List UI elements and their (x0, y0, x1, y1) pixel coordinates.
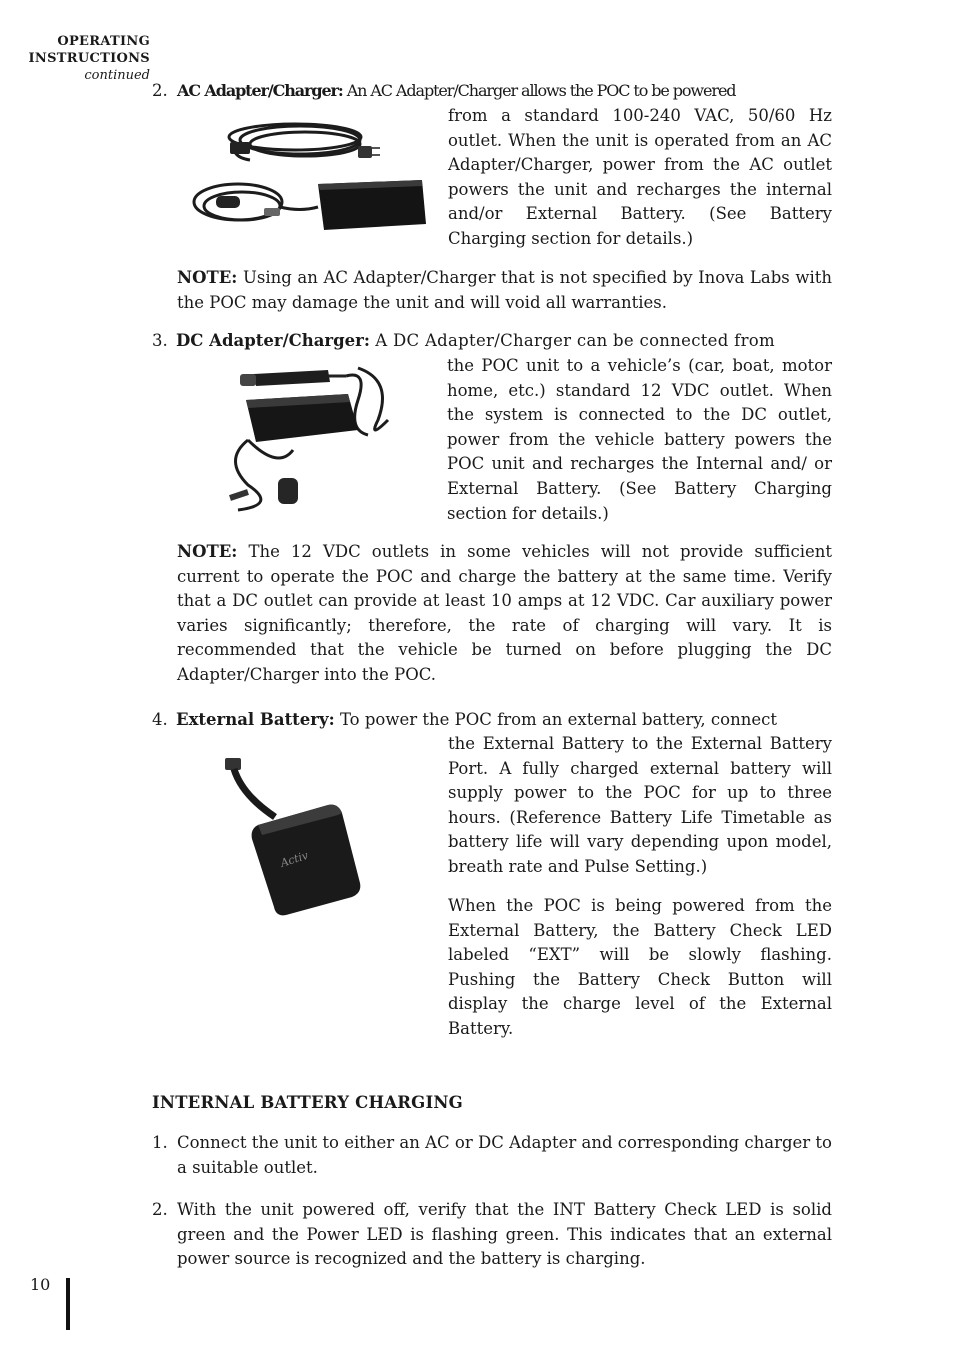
ac-note (177, 266, 832, 315)
running-header (10, 33, 150, 84)
external-battery-photo (220, 755, 370, 920)
ext-first-line-text: To power the POC from an external battery, connect (339, 710, 777, 729)
header-continued: continued (84, 68, 150, 83)
ext-title: External Battery: (176, 710, 335, 729)
dc-note-text: The 12 VDC outlets in some vehicles will not provide sufficient current to operate the POC and charge the battery at the same time. Verify that a DC outlet can provide at least 10 amps at 12 VDC. Car auxiliary power varies significantly; therefore, the rate of charging will vary. It is recommended that the vehicle be turned on before plugging the DC Adapter/Charger into the POC. (177, 542, 832, 684)
dc-note (177, 540, 832, 688)
step-number-2: 2. (152, 1200, 168, 1219)
ac-first-line-text: An AC Adapter/Charger allows the POC to be powered (346, 81, 736, 100)
ext-body: the External Battery to the External Battery Port. A fully charged external battery will supply power to the POC for up to three hours. (Reference Battery Life Timetable as battery life will vary depending upon model, breath rate and Pulse Setting.) (448, 734, 832, 876)
dc-title: DC Adapter/Charger: (176, 331, 370, 350)
battery-logo-mark: Activ (278, 848, 310, 870)
dc-first-line (176, 329, 775, 354)
ac-title: AC Adapter/Charger: (177, 81, 343, 100)
section-title: INTERNAL BATTERY CHARGING (152, 1093, 463, 1112)
page-rule (66, 1278, 70, 1330)
page-number: 10 (30, 1275, 51, 1294)
ac-body: from a standard 100-240 VAC, 50/60 Hz outlet. When the unit is operated from an AC Adapter/Charger, power from the AC outlet powers the unit and recharges the internal and/or External Battery. (See Battery Charging section for details.) (448, 106, 832, 248)
item-number-dc: 3. (152, 331, 168, 350)
ac-note-label: NOTE: (177, 268, 238, 287)
ac-note-text: Using an AC Adapter/Charger that is not specified by Inova Labs with the POC may damage the unit and will void all warranties. (177, 268, 832, 312)
header-line-2: INSTRUCTIONS (28, 51, 150, 66)
dc-body: the POC unit to a vehicle’s (car, boat, motor home, etc.) standard 12 VDC outlet. When the system is connected to the DC outlet, power from the vehicle battery powers the POC unit and recharges the Internal and/ or External Battery. (See Battery Charging section for details.) (447, 356, 832, 523)
item-number-ac: 2. (152, 81, 168, 100)
step-number-1: 1. (152, 1133, 168, 1152)
item-number-ext: 4. (152, 710, 168, 729)
header-line-1: OPERATING (57, 34, 150, 49)
ac-adapter-charger-photo (190, 112, 430, 237)
ac-first-line (177, 79, 735, 104)
ext-body-2: When the POC is being powered from the External Battery, the Battery Check LED labeled “EXT” will be slowly flashing. Pushing the Battery Check Button will display the charge level of the External Battery. (448, 896, 832, 1038)
ext-first-line (176, 708, 777, 733)
dc-note-label: NOTE: (177, 542, 238, 561)
step-text-1: Connect the unit to either an AC or DC Adapter and corresponding charger to a suitable outlet. (177, 1133, 832, 1177)
dc-adapter-charger-photo (218, 360, 418, 520)
dc-first-line-text: A DC Adapter/Charger can be connected from (375, 331, 775, 350)
step-text-2: With the unit powered off, verify that the INT Battery Check LED is solid green and the Power LED is flashing green. This indicates that an external power source is recognized and the battery is charging. (177, 1200, 832, 1269)
